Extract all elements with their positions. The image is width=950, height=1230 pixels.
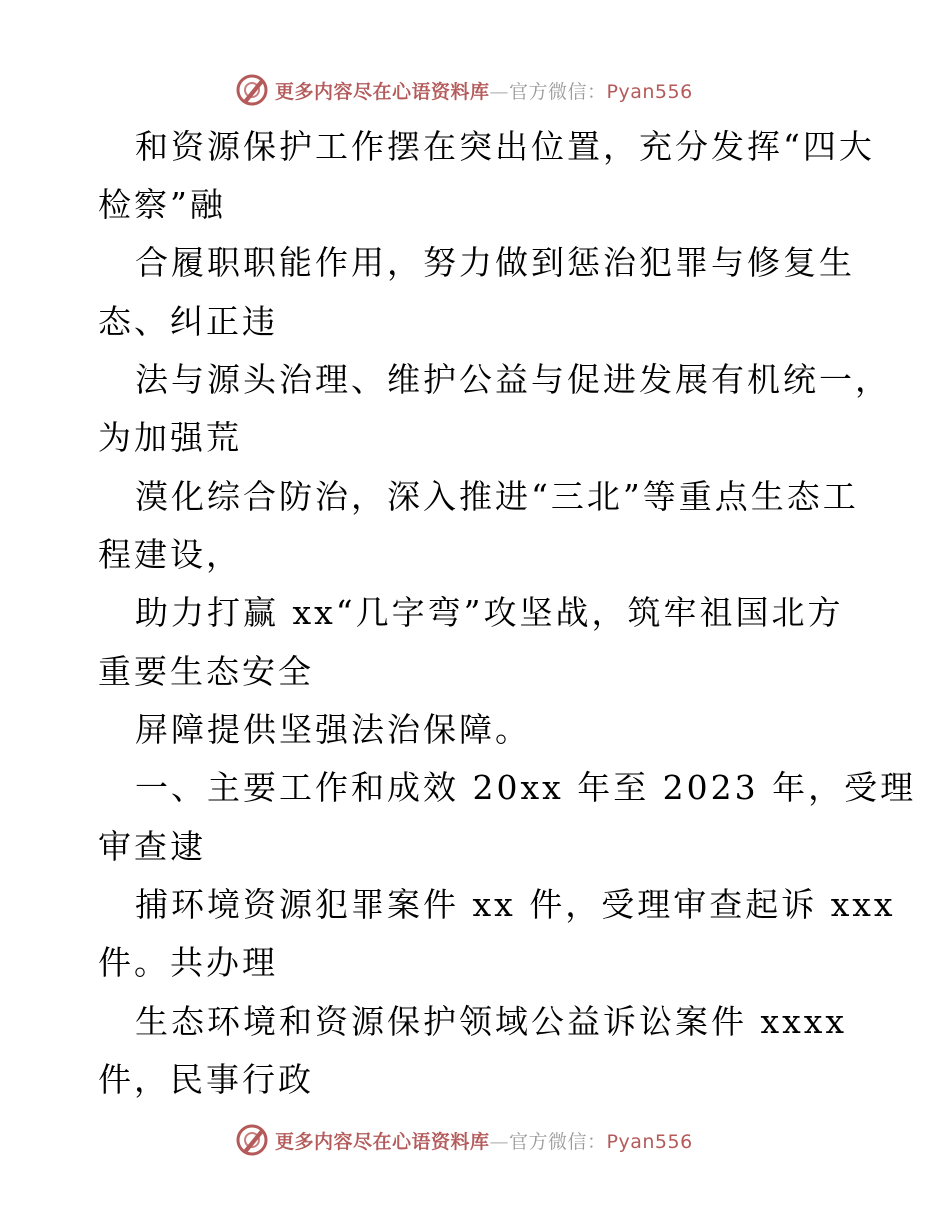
body-line: 态、纠正违 bbox=[98, 302, 278, 341]
watermark-wechat-label: 官方微信： bbox=[509, 80, 607, 103]
body-line: 法与源头治理、维护公益与促进发展有机统一， bbox=[135, 360, 891, 399]
watermark-wechat-id: Pyan556 bbox=[606, 80, 693, 103]
watermark-wechat-label: 官方微信： bbox=[509, 1130, 607, 1153]
body-line: 程建设， bbox=[98, 535, 242, 574]
body-line: 审查逮 bbox=[98, 827, 206, 866]
watermark-separator: — bbox=[489, 80, 510, 103]
watermark-text bbox=[275, 77, 693, 104]
body-line: 件。共办理 bbox=[98, 943, 278, 982]
body-line: 捕环境资源犯罪案件 xx 件，受理审查起诉 xxx bbox=[135, 885, 896, 924]
watermark-text bbox=[275, 1127, 693, 1154]
body-line: 重要生态安全 bbox=[98, 652, 314, 691]
body-line: 合履职职能作用，努力做到惩治犯罪与修复生 bbox=[135, 243, 855, 282]
body-line: 助力打赢 xx“几字弯”攻坚战，筑牢祖国北方 bbox=[135, 593, 844, 632]
watermark-banner-top bbox=[235, 70, 693, 110]
body-line: 和资源保护工作摆在突出位置，充分发挥“四大 bbox=[135, 127, 875, 166]
watermark-site: 更多内容尽在心语资料库 bbox=[275, 1130, 490, 1153]
body-line: 一、主要工作和成效 20xx 年至 2023 年，受理 bbox=[135, 768, 917, 807]
body-line: 生态环境和资源保护领域公益诉讼案件 xxxx bbox=[135, 1002, 847, 1041]
body-line: 漠化综合防治，深入推进“三北”等重点生态工 bbox=[135, 477, 859, 516]
pen-logo-icon bbox=[235, 73, 269, 107]
pen-logo-icon bbox=[235, 1123, 269, 1157]
watermark-separator: — bbox=[489, 1130, 510, 1153]
watermark-banner-bottom bbox=[235, 1120, 693, 1160]
watermark-wechat-id: Pyan556 bbox=[606, 1130, 693, 1153]
body-line: 屏障提供坚强法治保障。 bbox=[135, 710, 531, 749]
body-line: 检察”融 bbox=[98, 185, 226, 224]
body-line: 件，民事行政 bbox=[98, 1060, 314, 1099]
body-line: 为加强荒 bbox=[98, 418, 242, 457]
watermark-site: 更多内容尽在心语资料库 bbox=[275, 80, 490, 103]
